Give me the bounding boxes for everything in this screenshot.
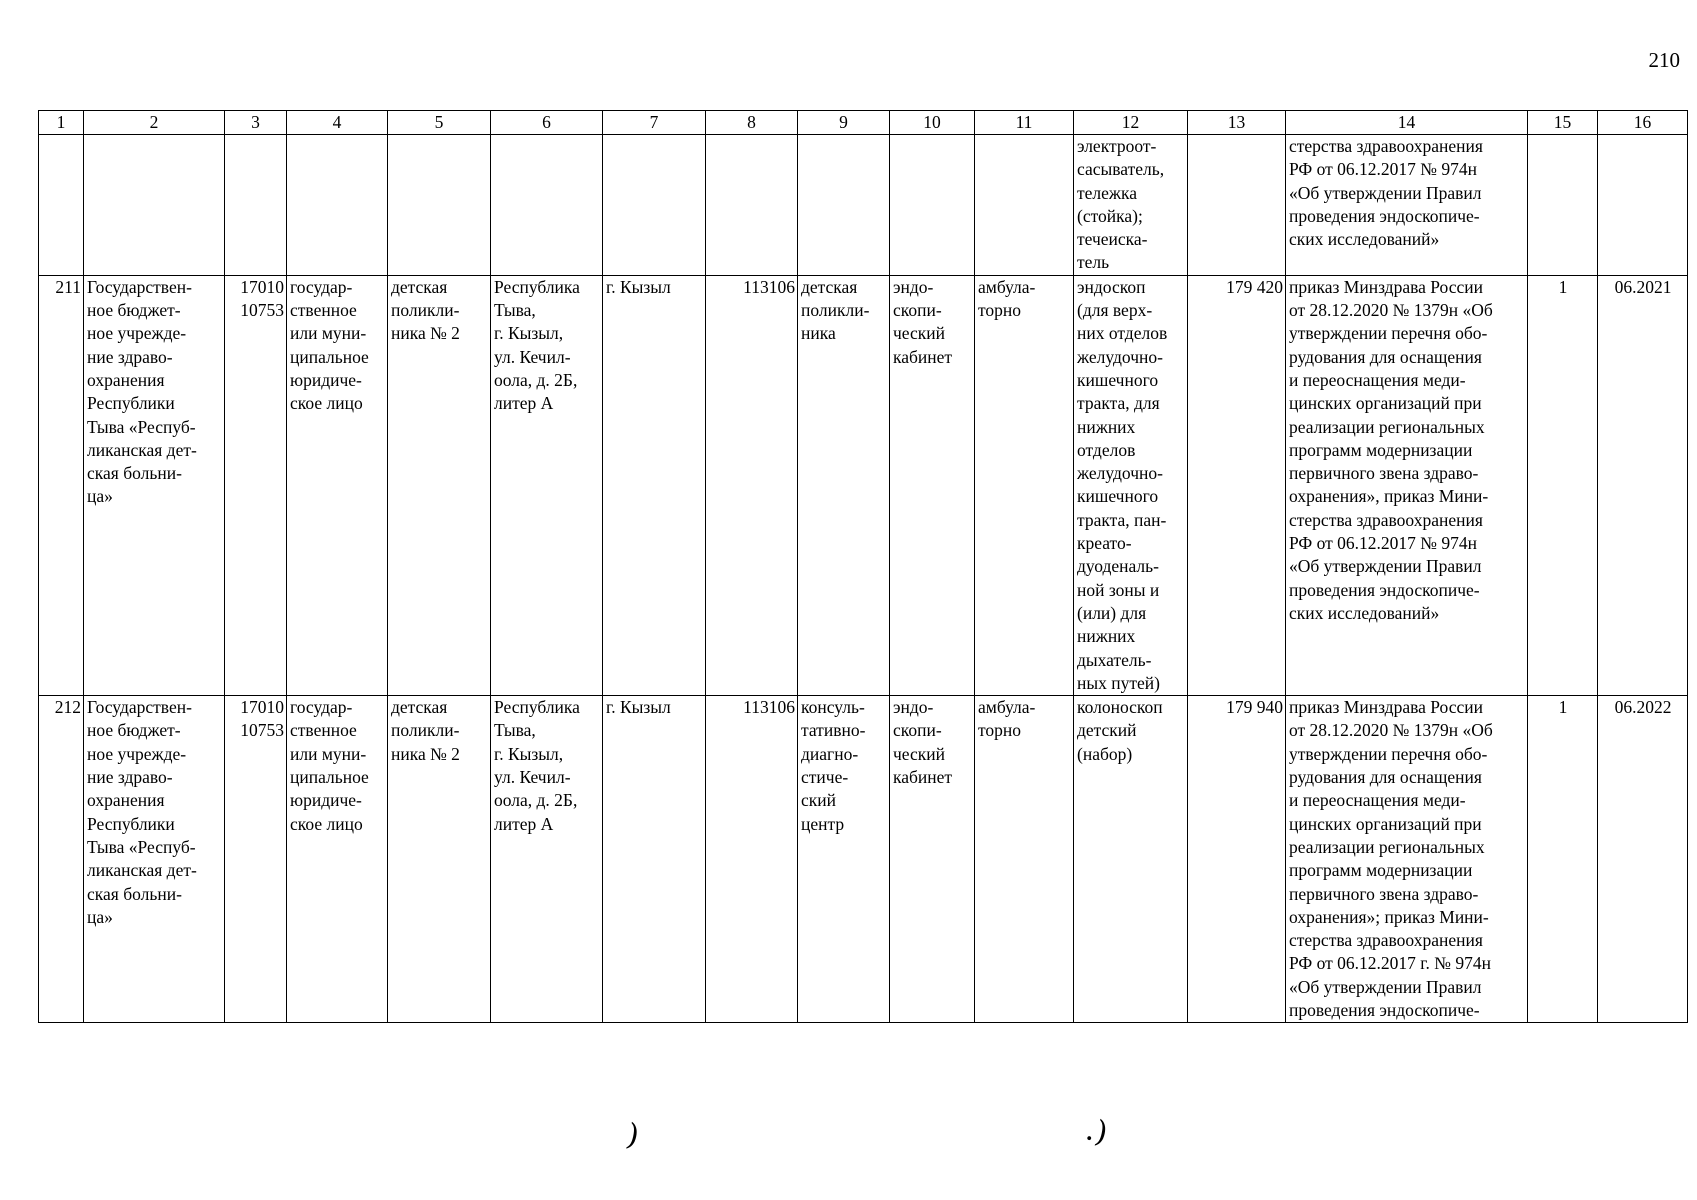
- unit-type-cell: консуль- тативно- диагно- стиче- ский центр: [798, 696, 890, 1023]
- column-header: 5: [388, 111, 491, 135]
- table-cell: [1598, 135, 1688, 276]
- cabinet-cell: эндо- скопи- ческий кабинет: [890, 696, 975, 1023]
- table-cell: [798, 135, 890, 276]
- address-cell: Республика Тыва, г. Кызыл, ул. Кечил- оола, д. 2Б, литер А: [491, 696, 603, 1023]
- column-header: 16: [1598, 111, 1688, 135]
- column-header: 7: [603, 111, 706, 135]
- basis-cell: приказ Минздрава России от 28.12.2020 № 1379н «Об утверждении перечня обо- рудования для оснащения и переоснащения меди- цинских организаций при реализации региональных программ модернизации первичного звена здраво- охранения»; приказ Мини- стерства здравоохранения РФ от 06.12.2017 г. № 974н «Об утверждении Правил проведения эндоскопиче-: [1286, 696, 1528, 1023]
- table-cell: [890, 135, 975, 276]
- quantity-cell: 1: [1528, 275, 1598, 695]
- table-cell: [603, 135, 706, 276]
- page-number: 210: [1648, 48, 1680, 72]
- column-header: 4: [287, 111, 388, 135]
- table-row-continuation: [39, 135, 1688, 276]
- column-header: 1: [39, 111, 84, 135]
- subdivision-cell: детская поликли- ника № 2: [388, 275, 491, 695]
- table-cell: [975, 135, 1074, 276]
- column-header: 10: [890, 111, 975, 135]
- subdivision-cell: детская поликли- ника № 2: [388, 696, 491, 1023]
- equipment-cell: колоноскоп детский (набор): [1074, 696, 1188, 1023]
- row-number-cell: 212: [39, 696, 84, 1023]
- header-row: [39, 111, 1688, 135]
- code-cell: 17010 10753: [225, 275, 287, 695]
- table-cell: [84, 135, 225, 276]
- city-cell: г. Кызыл: [603, 696, 706, 1023]
- care-form-cell: амбула- торно: [975, 696, 1074, 1023]
- cabinet-cell: эндо- скопи- ческий кабинет: [890, 275, 975, 695]
- column-header: 8: [706, 111, 798, 135]
- table-cell: [287, 135, 388, 276]
- column-header: 6: [491, 111, 603, 135]
- table-cell: [1528, 135, 1598, 276]
- column-header: 15: [1528, 111, 1598, 135]
- address-cell: Республика Тыва, г. Кызыл, ул. Кечил- оола, д. 2Б, литер А: [491, 275, 603, 695]
- equipment-cell: эндоскоп (для верх- них отделов желудочно- кишечного тракта, для нижних отделов желудочно- кишечного тракта, пан- креато- дуоденаль- ной зоны и (или) для нижних дыхатель- ных путей): [1074, 275, 1188, 695]
- column-header: 14: [1286, 111, 1528, 135]
- table-cell: [491, 135, 603, 276]
- column-header: 3: [225, 111, 287, 135]
- price-cell: 179 420: [1188, 275, 1286, 695]
- column-header: 9: [798, 111, 890, 135]
- organization-cell: Государствен- ное бюджет- ное учрежде- ние здраво- охранения Республики Тыва «Респуб- ликанская дет- ская больни- ца»: [84, 696, 225, 1023]
- column-header: 2: [84, 111, 225, 135]
- basis-cell: приказ Минздрава России от 28.12.2020 № 1379н «Об утверждении перечня обо- рудования для оснащения и переоснащения меди- цинских организаций при реализации региональных программ модернизации первичного звена здраво- охранения», приказ Мини- стерства здравоохранения РФ от 06.12.2017 № 974н «Об утверждении Правил проведения эндоскопиче- ских исследований»: [1286, 275, 1528, 695]
- legal-form-cell: государ- ственное или муни- ципальное юридиче- ское лицо: [287, 275, 388, 695]
- table-row: [39, 275, 1688, 695]
- table-cell: [225, 135, 287, 276]
- table-cell: [1188, 135, 1286, 276]
- column-header: 12: [1074, 111, 1188, 135]
- city-cell: г. Кызыл: [603, 275, 706, 695]
- basis-cell: стерства здравоохранения РФ от 06.12.2017 № 974н «Об утверждении Правил проведения эндоскопиче- ских исследований»: [1286, 135, 1528, 276]
- organization-cell: Государствен- ное бюджет- ное учрежде- ние здраво- охранения Республики Тыва «Респуб- ликанская дет- ская больни- ца»: [84, 275, 225, 695]
- table-cell: [388, 135, 491, 276]
- care-form-cell: амбула- торно: [975, 275, 1074, 695]
- table-row: [39, 696, 1688, 1023]
- scan-mark: .): [1082, 1112, 1111, 1151]
- price-cell: 179 940: [1188, 696, 1286, 1023]
- unit-type-cell: детская поликли- ника: [798, 275, 890, 695]
- code-cell: 17010 10753: [225, 696, 287, 1023]
- date-cell: 06.2021: [1598, 275, 1688, 695]
- equipment-cell: электроот- сасыватель, тележка (стойка); течеиска- тель: [1074, 135, 1188, 276]
- equipment-table: [38, 110, 1688, 1023]
- row-number-cell: 211: [39, 275, 84, 695]
- table-cell: [39, 135, 84, 276]
- column-header: 13: [1188, 111, 1286, 135]
- oktmo-cell: 113106: [706, 275, 798, 695]
- date-cell: 06.2022: [1598, 696, 1688, 1023]
- legal-form-cell: государ- ственное или муни- ципальное юридиче- ское лицо: [287, 696, 388, 1023]
- quantity-cell: 1: [1528, 696, 1598, 1023]
- column-header: 11: [975, 111, 1074, 135]
- oktmo-cell: 113106: [706, 696, 798, 1023]
- table-cell: [706, 135, 798, 276]
- scan-mark: ): [623, 1117, 643, 1154]
